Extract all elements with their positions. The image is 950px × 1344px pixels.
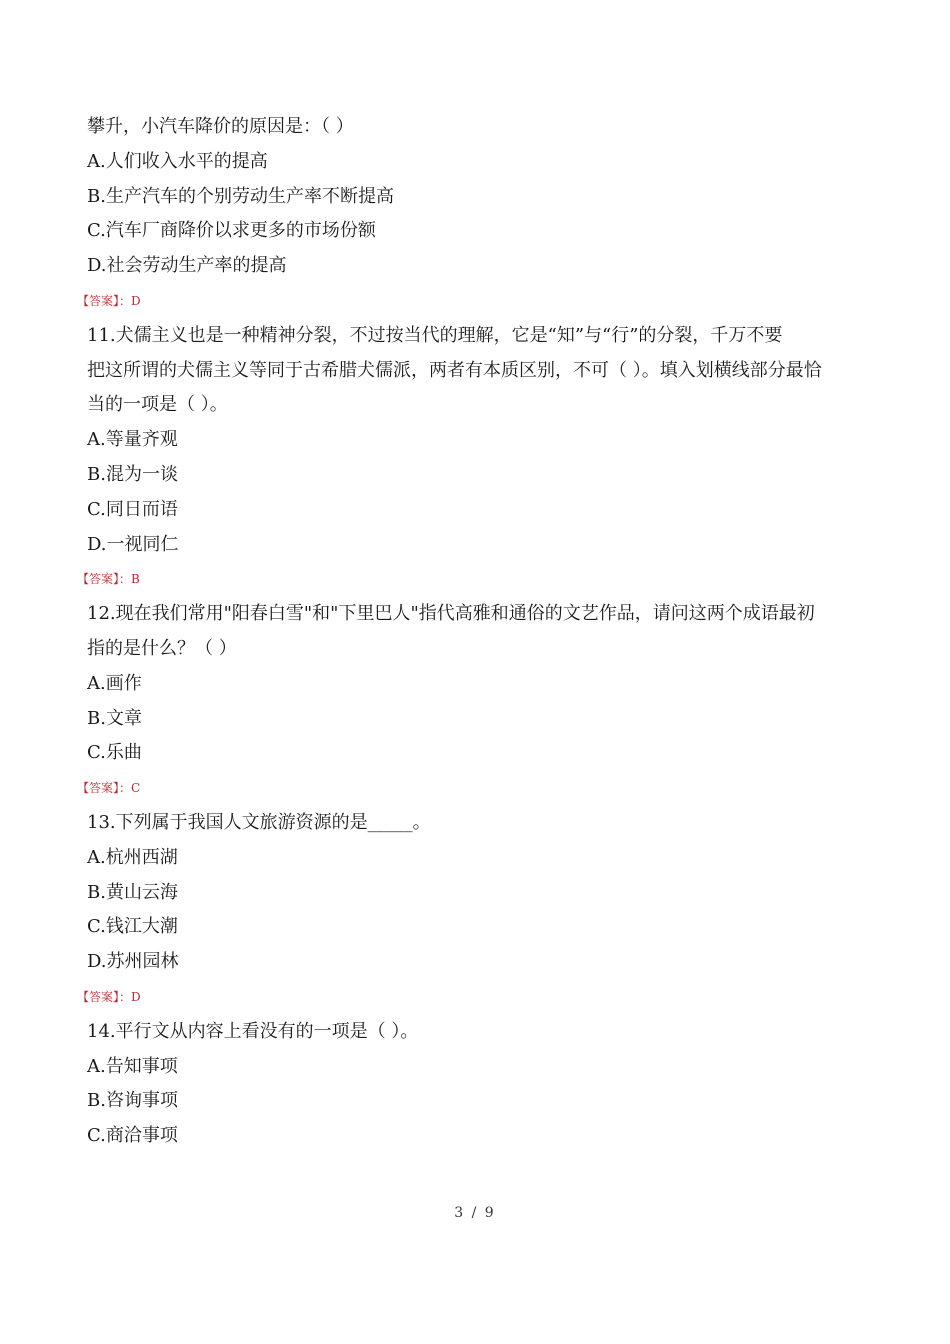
question-13: 13.下列属于我国人文旅游资源的是_____。: [87, 811, 431, 833]
option-a: A.告知事项: [87, 1055, 178, 1077]
option-c: C.汽车厂商降价以求更多的市场份额: [87, 220, 376, 242]
option-b: B.生产汽车的个别劳动生产率不断提高: [87, 185, 394, 207]
page-number: 3 / 9: [454, 1205, 496, 1221]
answer-label: 【答案】：B: [77, 572, 140, 587]
option-c: C.钱江大潮: [87, 916, 178, 938]
answer-label: 【答案】：D: [77, 293, 141, 308]
option-a: A.等量齐观: [87, 429, 178, 451]
answer-label: 【答案】：D: [77, 989, 141, 1004]
option-b: B.混为一谈: [87, 463, 178, 485]
option-d: D.苏州园林: [87, 951, 179, 973]
answer-label: 【答案】：C: [77, 781, 141, 796]
question-14: 14.平行文从内容上看没有的一项是（ ）。: [87, 1020, 419, 1042]
question-11-line-2: 把这所谓的犬儒主义等同于古希腊犬儒派，两者有本质区别，不可（ ）。填入划横线部分最恰: [87, 359, 822, 381]
question-continuation: 攀升，小汽车降价的原因是：（ ）: [87, 116, 354, 137]
option-d: D.一视同仁: [87, 533, 179, 555]
option-a: A.人们收入水平的提高: [87, 150, 268, 172]
question-11-line-1: 11.犬儒主义也是一种精神分裂，不过按当代的理解，它是“知”与“行”的分裂，千万不要: [87, 324, 783, 346]
option-c: C.商洽事项: [87, 1125, 178, 1147]
option-b: B.文章: [87, 707, 142, 729]
question-12-line-1: 12.现在我们常用"阳春白雪"和"下里巴人"指代高雅和通俗的文艺作品，请问这两个成语最初: [87, 603, 815, 625]
option-b: B.黄山云海: [87, 881, 178, 903]
option-a: A.画作: [87, 672, 142, 694]
question-12-line-2: 指的是什么？（ ）: [87, 637, 237, 659]
option-b: B.咨询事项: [87, 1090, 178, 1112]
option-a: A.杭州西湖: [87, 846, 178, 868]
option-c: C.同日而语: [87, 498, 178, 520]
option-d: D.社会劳动生产率的提高: [87, 255, 287, 277]
option-c: C.乐曲: [87, 742, 142, 764]
document-body: [77, 110, 867, 1154]
question-11-line-3: 当的一项是（ ）。: [87, 394, 228, 416]
